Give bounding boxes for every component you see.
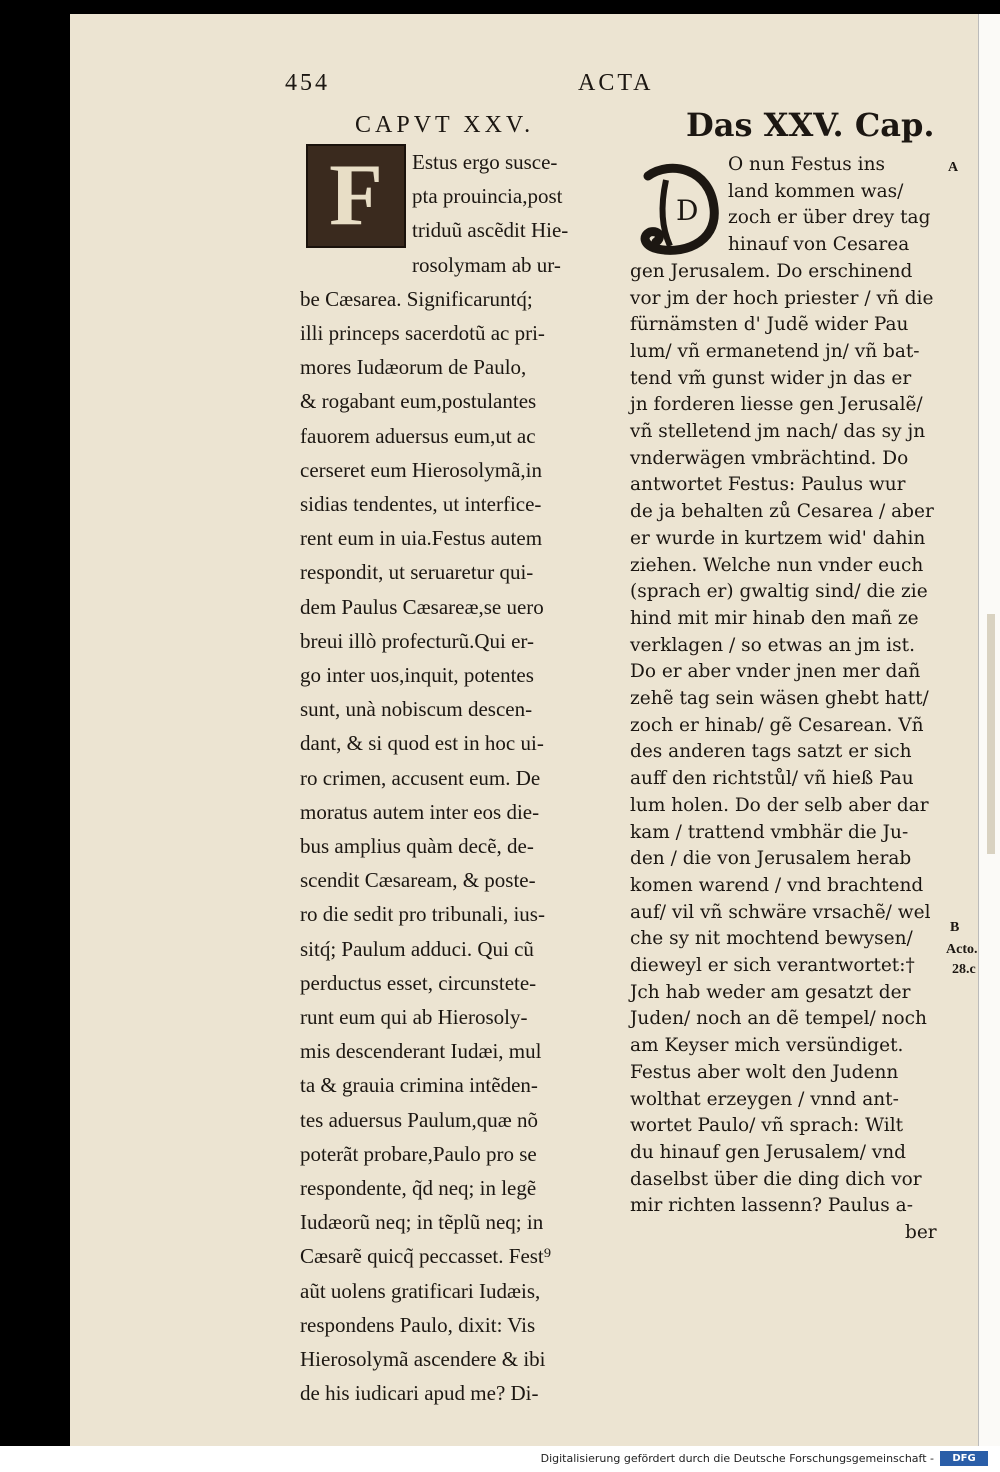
- german-line: land kommen was/: [728, 180, 904, 202]
- latin-line: rosolymam ab ur-: [412, 252, 561, 277]
- german-line: vnderwägen vmbrächtind. Do: [630, 447, 909, 469]
- german-line: zoch er hinab/ gẽ Cesarean. Vñ: [630, 714, 924, 736]
- funding-credit: Digitalisierung gefördert durch die Deutsche Forschungsgemeinschaft -: [540, 1452, 934, 1465]
- german-line: auff den richtstůl/ vñ hieß Pau: [630, 768, 914, 790]
- latin-line: scendit Cæsaream, & poste-: [300, 868, 536, 893]
- german-line: des anderen tags satzt er sich: [630, 741, 912, 763]
- latin-line: be Cæsarea. Significaruntq́;: [300, 286, 533, 311]
- latin-line: bus amplius quàm decẽ, de-: [300, 834, 534, 858]
- running-title: ACTA: [578, 70, 654, 96]
- german-line: ber: [905, 1222, 937, 1243]
- german-line: den / die von Jerusalem herab: [630, 848, 912, 870]
- german-line: lum/ vñ ermanetend jn/ vñ bat-: [630, 340, 920, 362]
- latin-line: tes aduersus Paulum,quæ nõ: [300, 1107, 538, 1132]
- latin-line: fauorem aduersus eum,ut ac: [300, 423, 536, 448]
- latin-line: sidias tendentes, ut interfice-: [300, 492, 542, 516]
- german-line: komen warend / vnd brachtend: [630, 874, 924, 896]
- margin-reference: Acto.: [946, 942, 978, 957]
- latin-line: cerseret eum Hierosolymã,in: [300, 457, 542, 482]
- latin-line: go inter uos,inquit, potentes: [300, 663, 534, 687]
- margin-note-a: A: [948, 160, 959, 175]
- latin-line: Cæsarẽ quicq̃ peccasset. Fest⁹: [300, 1244, 552, 1269]
- german-line: che sy nit mochtend bewysen/: [630, 928, 913, 950]
- german-line: O nun Festus ins: [728, 154, 885, 175]
- latin-line: dem Paulus Cæsareæ,se uero: [300, 594, 544, 619]
- german-line: de ja behalten zů Cesarea / aber: [630, 501, 934, 523]
- edge-strip: [987, 614, 995, 854]
- latin-line: runt eum qui ab Hierosoly-: [300, 1005, 528, 1029]
- german-line: (sprach er) gwaltig sind/ die zie: [630, 581, 928, 603]
- german-line: antwortet Festus: Paulus wur: [630, 474, 906, 496]
- latin-line: ta & grauia crimina intẽden-: [300, 1073, 538, 1098]
- german-line: hind mit mir hinab den mañ ze: [630, 607, 919, 629]
- latin-line: mis descenderant Iudæi, mul: [300, 1039, 542, 1064]
- latin-line: illi princeps sacerdotũ ac pri-: [300, 321, 545, 345]
- latin-line: respondente, q̃d neq; in legẽ: [300, 1176, 537, 1200]
- footer-bar: [0, 1446, 1000, 1472]
- latin-line: respondit, ut seruaretur qui-: [300, 560, 534, 585]
- latin-line: ro crimen, accusent eum. De: [300, 765, 541, 790]
- german-line: dieweyl er sich verantwortet:†: [630, 955, 915, 976]
- margin-reference-chapter: 28.c: [952, 962, 976, 977]
- latin-line: Hierosolymã ascendere & ibi: [300, 1347, 546, 1371]
- german-line: tend vm̃ gunst wider jn das er: [630, 367, 912, 389]
- german-line: auf/ vil vñ schwäre vrsachẽ/ wel: [630, 901, 931, 923]
- latin-line: dant, & si quod est in hoc ui-: [300, 731, 544, 756]
- german-line: hinauf von Cesarea: [728, 234, 910, 256]
- german-line: er wurde in kurtzem wid' dahin: [630, 527, 926, 549]
- latin-line: triduũ ascẽdit Hie-: [412, 218, 569, 243]
- initial-letter-f: F: [329, 147, 383, 244]
- german-line: lum holen. Do der selb aber dar: [630, 794, 929, 816]
- latin-line: moratus autem inter eos die-: [300, 799, 540, 824]
- german-line: gen Jerusalem. Do erschinend: [630, 260, 913, 282]
- latin-line: Estus ergo susce-: [412, 150, 558, 174]
- latin-line: mores Iudæorum de Paulo,: [300, 355, 527, 380]
- latin-line: Iudæorũ neq; in tẽplũ neq; in: [300, 1210, 544, 1235]
- latin-line: & rogabant eum,postulantes: [300, 389, 537, 414]
- german-line: vor jm der hoch priester / vñ die: [630, 287, 934, 309]
- latin-line: aũt uolens gratificari Iudæis,: [300, 1278, 541, 1303]
- german-line: am Keyser mich versündiget.: [630, 1035, 904, 1057]
- german-line: wolthat erzeygen / vnnd ant-: [630, 1088, 899, 1110]
- german-line: mir richten lassenn? Paulus a-: [630, 1195, 913, 1217]
- german-line: zehẽ tag sein wäsen ghebt hatt/: [630, 688, 929, 709]
- dfg-logo: DFG: [940, 1451, 988, 1466]
- german-line: ziehen. Welche nun vnder euch: [630, 554, 924, 576]
- decorated-initial-f: [306, 144, 406, 248]
- latin-line: de his iudicari apud me? Di-: [300, 1381, 539, 1406]
- german-line: wortet Paulo/ vñ sprach: Wilt: [630, 1115, 904, 1137]
- german-line: du hinauf gen Jerusalem/ vnd: [630, 1141, 907, 1163]
- german-line: Do er aber vnder jnen mer dañ: [630, 661, 921, 683]
- latin-line: ro die sedit pro tribunali, ius-: [300, 902, 545, 927]
- page-edge: [978, 14, 1000, 1446]
- german-line: jn forderen liesse gen Jerusalẽ/: [630, 394, 923, 416]
- ornamental-initial-d: [640, 158, 720, 258]
- latin-line: breui illò profecturũ.Qui er-: [300, 628, 534, 653]
- german-chapter-heading: Das XXV. Cap.: [686, 106, 935, 144]
- margin-note-b: B: [950, 920, 960, 935]
- german-line: vñ stelletend jm nach/ das sy jn: [630, 421, 926, 442]
- latin-line: rent eum in uia.Festus autem: [300, 526, 543, 551]
- german-line: zoch er über drey tag: [728, 207, 931, 229]
- latin-line: pta prouincia,post: [412, 184, 563, 209]
- latin-line: sitq́; Paulum adduci. Qui cũ: [300, 936, 534, 961]
- latin-chapter-heading: CAPVT XXV.: [355, 112, 535, 138]
- german-line: Festus aber wolt den Judenn: [630, 1061, 899, 1083]
- page-number: 454: [285, 70, 330, 96]
- latin-line: perductus esset, circunstete-: [300, 970, 537, 995]
- german-line: kam / trattend vmbhär die Ju-: [630, 821, 909, 843]
- initial-letter-d: D: [676, 194, 699, 227]
- latin-line: sunt, unà nobiscum descen-: [300, 697, 533, 722]
- german-line: daselbst über die ding dich vor: [630, 1168, 922, 1190]
- german-line: verklagen / so etwas an jm ist.: [630, 634, 915, 656]
- latin-line: poterãt probare,Paulo pro se: [300, 1141, 537, 1166]
- latin-line: respondens Paulo, dixit: Vis: [300, 1312, 536, 1337]
- german-line: Jch hab weder am gesatzt der: [630, 981, 911, 1003]
- german-line: Juden/ noch an dẽ tempel/ noch: [630, 1008, 927, 1030]
- german-line: fürnämsten d' Judẽ wider Pau: [630, 314, 909, 336]
